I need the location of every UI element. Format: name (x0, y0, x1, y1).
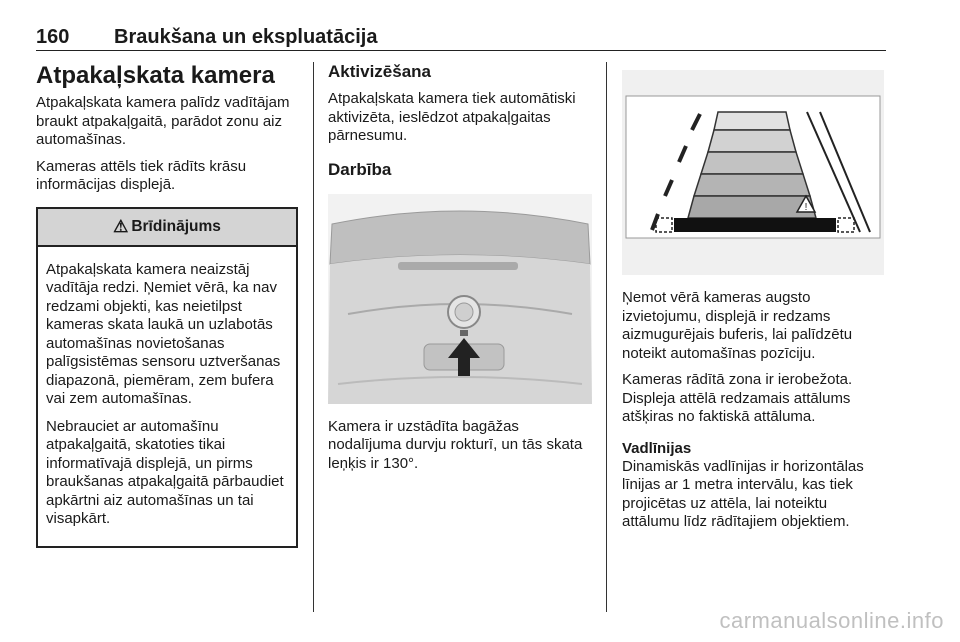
paragraph: Atpakaļskata kamera palīdz vadītājam braukt atpakaļgaitā, parādot zonu aiz automašīnas. (36, 94, 290, 148)
column-right (622, 62, 888, 540)
section-heading: Vadlīnijas (622, 439, 692, 457)
warning-heading (38, 209, 296, 247)
section-heading: Aktivizēšana (328, 62, 431, 81)
paragraph: Dinamiskās vadlīnijas ir horizontālas līnijas ar 1 metra intervālu, kas tiek projicētas uz attēla, lai noteiktu attālumu līdz rādītajiem objektiem. (622, 457, 864, 530)
figure-caption: Kamera ir uzstādīta bagāžas nodalījuma durvju rokturī, un tās skata leņķis ir 130°. (328, 417, 583, 472)
warning-paragraph: Nebrauciet ar automašīnu atpakaļgaitā, skatoties tikai informatīvajā displejā, un pirms braukšanas atpakaļgaitā pārbaudiet apkārtni aiz automašīnas un tai visapkārt. (46, 417, 284, 527)
section-heading: Darbība (328, 159, 392, 179)
rear-camera-display-illustration (622, 70, 884, 275)
chapter-title: Braukšana un ekspluatācija (114, 26, 378, 48)
column-divider (313, 62, 314, 612)
page-number: 160 (36, 26, 70, 48)
paragraph: Ņemot vērā kameras augsto izvietojumu, displejā ir redzams aizmugurējais buferis, lai palīdzētu noteikt automašīnas pozīciju. (622, 289, 853, 362)
section-title: Atpakaļskata kamera (36, 62, 275, 89)
warning-box (36, 207, 298, 548)
paragraph: Kameras attēls tiek rādīts krāsu informācijas displejā. (36, 157, 247, 193)
column-middle (328, 62, 592, 481)
tailgate-camera-illustration (328, 194, 592, 404)
warning-body (38, 247, 296, 546)
column-divider (606, 62, 607, 612)
paragraph: Kameras rādītā zona ir ierobežota. Displeja attēlā redzamais attālums atšķiras no faktiskā attāluma. (622, 371, 853, 425)
paragraph: Atpakaļskata kamera tiek automātiski aktivizēta, ieslēdzot atpakaļgaitas pārnesumu. (328, 90, 576, 144)
warning-heading-text: Brīdinājums (131, 217, 221, 235)
watermark: carmanualsonline.info (719, 608, 944, 633)
warning-triangle-icon: ⚠ (113, 216, 129, 236)
warning-paragraph: Atpakaļskata kamera neaizstāj vadītāja redzi. Ņemiet vērā, ka nav redzami objekti, kas neietilpst kameras skata laukā un uzlabotās automašīnas novietošanas palīgsistēmas sensoru uztveršanas diapazonā, piemēram, zem bufera vai zem automašīnas. (46, 260, 281, 407)
page-header (36, 26, 886, 51)
svg-text:!: ! (804, 202, 808, 213)
column-left (36, 62, 298, 548)
